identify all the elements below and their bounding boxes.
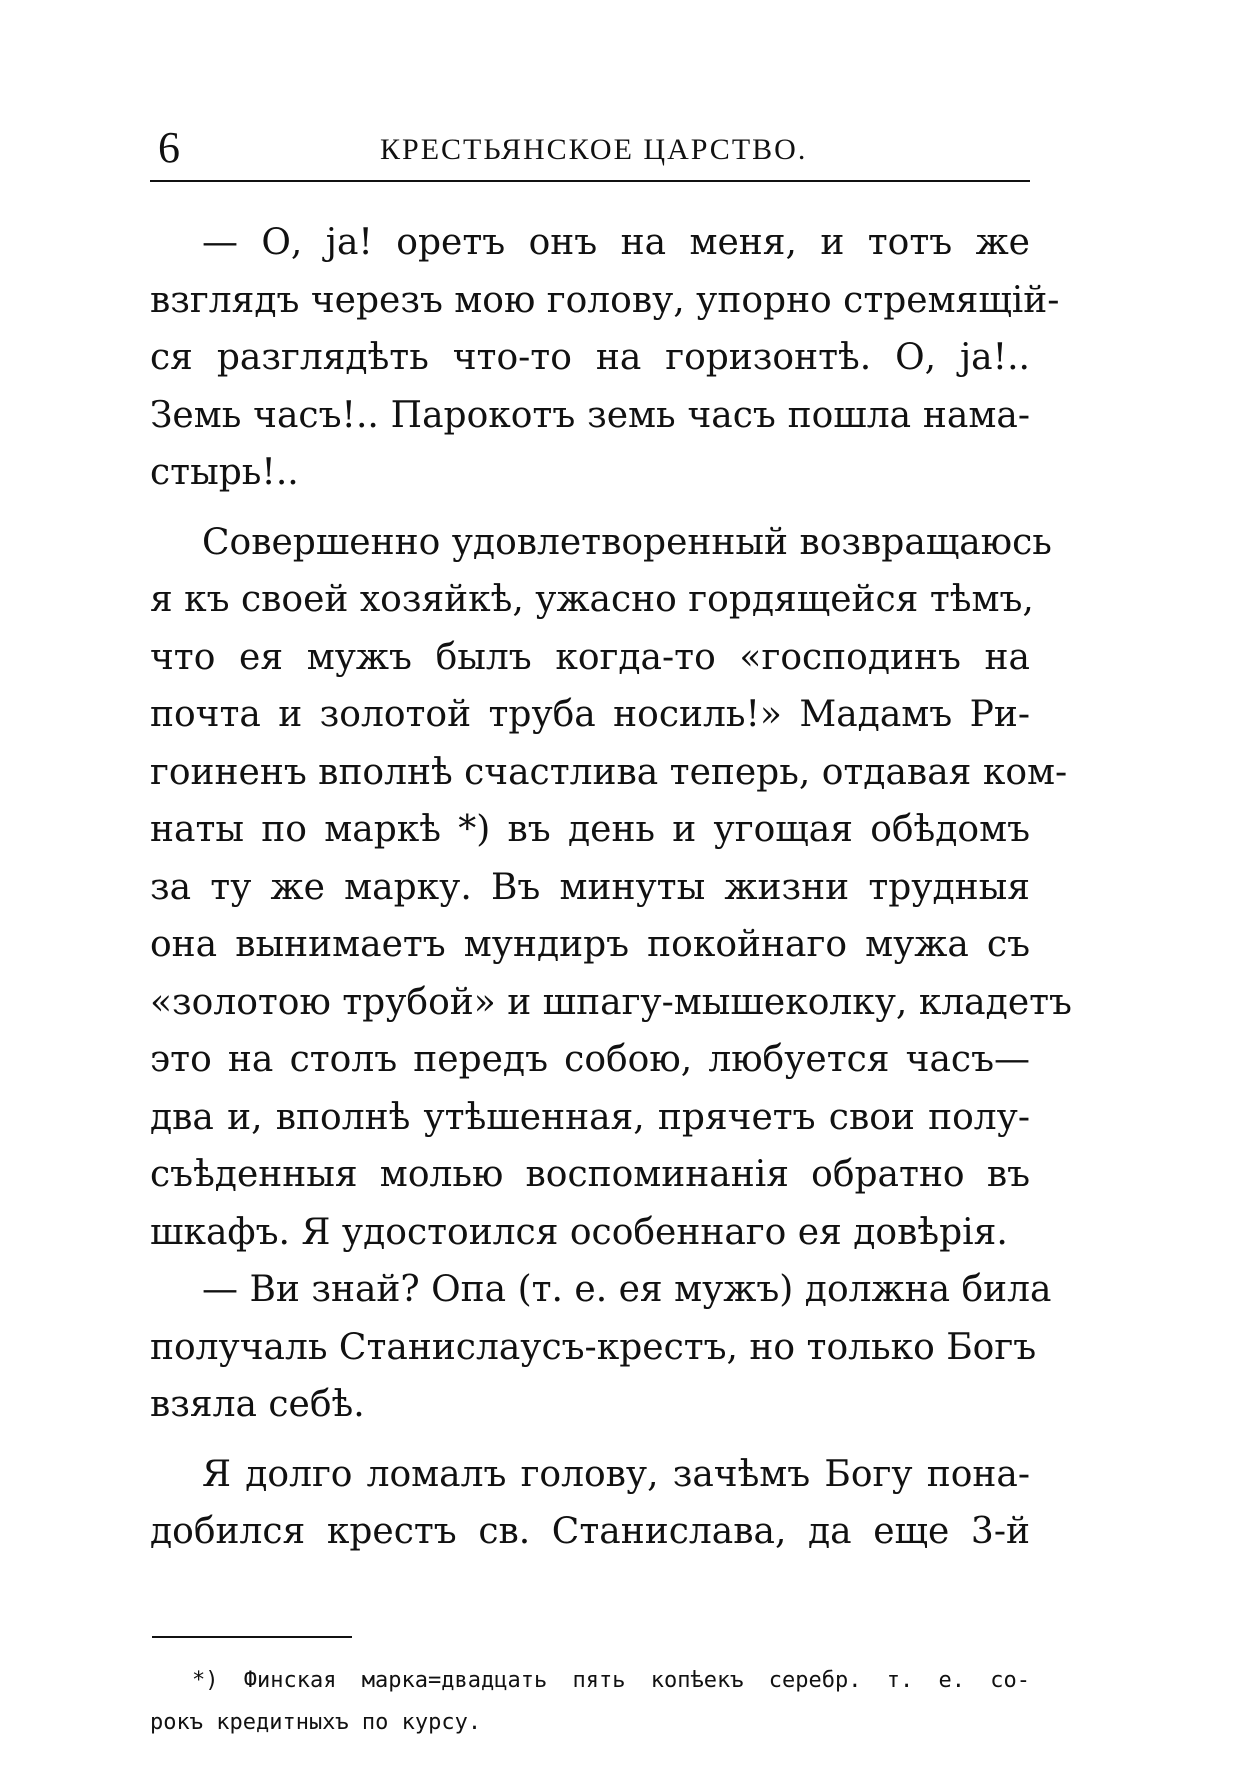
- text-line: получаль Станислаусъ-крестъ, но только Богъ: [150, 1326, 1037, 1368]
- text-line: шкафъ. Я удостоился особеннаго ея довѣрія.: [150, 1211, 1008, 1253]
- text-line: за ту же марку. Въ минуты жизни трудныя: [150, 866, 1030, 908]
- text-line: гоиненъ вполнѣ счастлива теперь, отдавая ком-: [150, 751, 1068, 793]
- text-line: добился крестъ св. Станислава, да еще 3-й: [150, 1511, 1030, 1552]
- paragraph-gap: [150, 1434, 1030, 1446]
- running-title: КРЕСТЬЯНСКОЕ ЦАРСТВО.: [380, 133, 808, 166]
- text-line: «золотою трубой» и шпагу-мышеколку, кладетъ: [150, 981, 1072, 1023]
- paragraph-gap: [150, 502, 1030, 514]
- running-head: [150, 124, 1030, 172]
- text-line: взглядъ черезъ мою голову, упорно стремящій-: [150, 279, 1060, 321]
- text-line: — Ви знай? Опа (т. е. ея мужъ) должна била: [202, 1269, 1052, 1310]
- text-line: она вынимаетъ мундиръ покойнаго мужа съ: [150, 924, 1030, 965]
- text-line: стырь!..: [150, 452, 299, 493]
- header-rule: [150, 180, 1030, 182]
- text-line: наты по маркѣ *) въ день и угощая обѣдомъ: [150, 809, 1030, 850]
- text-line: ся разглядѣть что-то на горизонтѣ. О, ja!..: [150, 337, 1030, 378]
- text-line: Совершенно удовлетворенный возвращаюсь: [202, 521, 1052, 563]
- footnote-line: рокъ кредитныхъ по курсу.: [150, 1710, 482, 1735]
- text-line: я къ своей хозяйкѣ, ужасно гордящейся тѣмъ,: [150, 579, 1034, 620]
- text-line: Я долго ломалъ голову, зачѣмъ Богу пона-: [202, 1453, 1030, 1495]
- text-line: два и, вполнѣ утѣшенная, прячетъ свои полу-: [150, 1096, 1030, 1138]
- book-page: [150, 0, 1072, 1786]
- text-line: что ея мужъ былъ когда-то «господинъ на: [150, 636, 1030, 678]
- footnote-rule: [152, 1636, 352, 1638]
- text-line: — О, ja! оретъ онъ на меня, и тотъ же: [202, 222, 1030, 263]
- footnote-line: *) Финская марка=двадцать пять копѣекъ серебр. т. е. со-: [192, 1668, 1030, 1693]
- page-number: 6: [158, 123, 180, 172]
- text-line: это на столъ передъ собою, любуется часъ—: [150, 1039, 1030, 1080]
- text-line: взяла себѣ.: [150, 1384, 365, 1425]
- body-text: [150, 214, 1072, 1561]
- footnote: [150, 1660, 1030, 1744]
- text-line: Земь часъ!.. Парокотъ земь часъ пошла нама-: [150, 394, 1030, 436]
- text-line: почта и золотой труба носиль!» Мадамъ Ри-: [150, 694, 1030, 735]
- text-line: съѣденныя молью воспоминанія обратно въ: [150, 1154, 1030, 1195]
